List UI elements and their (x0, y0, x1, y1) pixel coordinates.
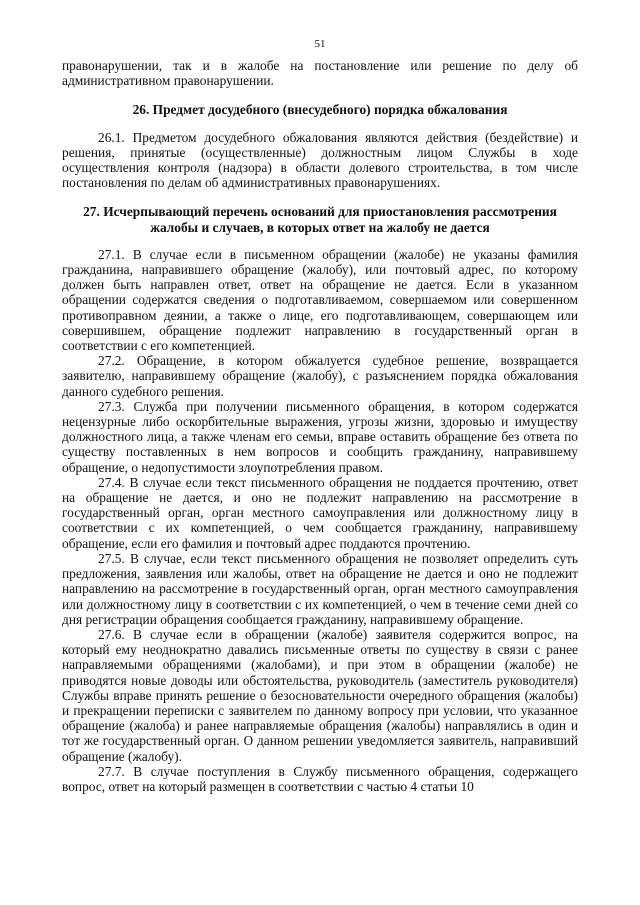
page-number: 51 (314, 38, 326, 50)
section-26-heading: 26. Предмет досудебного (внесудебного) порядка обжалования (132, 102, 508, 118)
paragraph-27-7: 27.7. В случае поступления в Службу письменного обращения, содержащего вопрос, ответ на который размещен в соответствии с частью 4 статьи 10 (62, 763, 578, 794)
section-27-heading: 27. Исчерпывающий перечень оснований для приостановления рассмотрения жалобы и случаев, в которых ответ на жалобу не дается (83, 204, 557, 235)
paragraph-27-3: 27.3. Служба при получении письменного обращения, в котором содержатся нецензурные либо оскорбительные выражения, угрозы жизни, здоровью и имуществу должностного лица, а также членам его семьи, вправе оставить обращение без ответа по существу поставленных в нем вопросов и сообщить гражданину, направившему обращение, о недопустимости злоупотребления правом. (62, 398, 578, 475)
paragraph-27-6: 27.6. В случае если в обращении (жалобе) заявителя содержится вопрос, на который ему неоднократно давались письменные ответы по существу в связи с ранее направляемыми обращениями (жалобами), и при этом в обращении (жалобе) не приводятся новые доводы или обстоятельства, руководитель (заместитель руководителя) Службы вправе принять решение о безосновательности очередного обращения (жалобы) и прекращении переписки с заявителем по данному вопросу при условии, что указанное обращение (жалоба) и ранее направляемые обращения (жалобы) направлялись в один и тот же государственный орган. О данном решении уведомляется заявитель, направивший обращение (жалобу). (62, 626, 578, 764)
paragraph-27-2: 27.2. Обращение, в котором обжалуется судебное решение, возвращается заявителю, направившему обращение (жалобу), с разъяснением порядка обжалования данного судебного решения. (62, 353, 578, 399)
document-body (62, 58, 578, 794)
paragraph-27-1: 27.1. В случае если в письменном обращении (жалобе) не указаны фамилия гражданина, направившего обращение (жалобу), или почтовый адрес, по которому должен быть направлен ответ, ответ на обращение не дается. Если в указанном обращении содержатся сведения о подготавливаемом, совершаемом или совершенном противоправном деянии, а также о лице, его подготавливающем, совершающем или совершившем, обращение подлежит направлению в государственный орган в соответствии с его компетенцией. (62, 246, 578, 354)
intro-paragraph: правонарушении, так и в жалобе на постановление или решение по делу об административном правонарушении. (62, 58, 578, 89)
paragraph-27-4: 27.4. В случае если текст письменного обращения не поддается прочтению, ответ на обращение не дается, и оно не подлежит направлению на рассмотрение в государственный орган, орган местного самоуправления или должностному лицу в соответствии с их компетенцией, о чем сообщается гражданину, направившему обращение, если его фамилия и почтовый адрес поддаются прочтению. (62, 474, 578, 551)
paragraph-26-1: 26.1. Предметом досудебного обжалования являются действия (бездействие) и решения, принятые (осуществленные) должностным лицом Службы в ходе осуществления контроля (надзора) в области долевого строительства, в том числе постановления по делам об административных правонарушениях. (62, 129, 578, 191)
paragraph-27-5: 27.5. В случае, если текст письменного обращения не позволяет определить суть предложения, заявления или жалобы, ответ на обращение не дается и оно не подлежит направлению на рассмотрение в государственный орган, орган местного самоуправления или должностному лицу в соответствии с их компетенцией, о чем в течение семи дней со дня регистрации обращения сообщается гражданину, направившему обращение. (62, 550, 578, 627)
